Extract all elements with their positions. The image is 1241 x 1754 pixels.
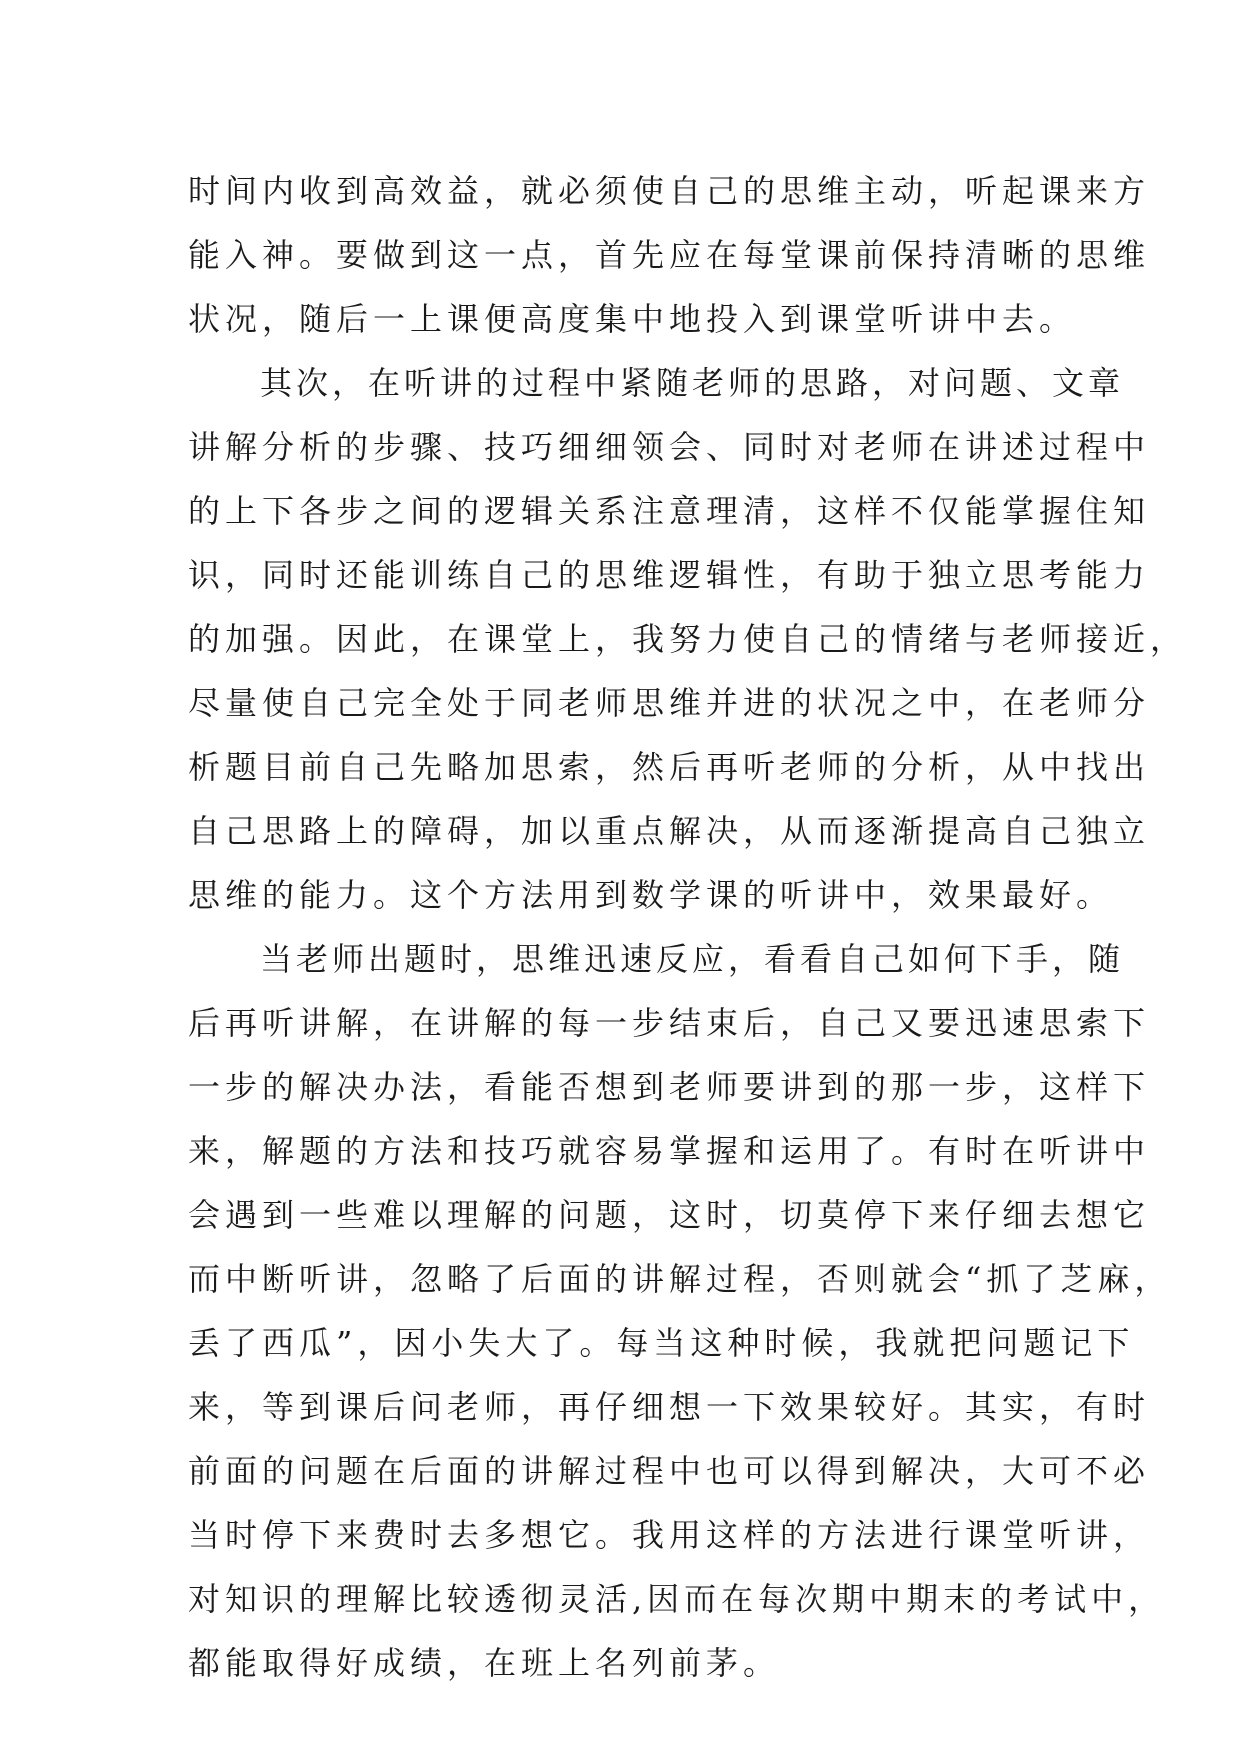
text-line: 来，等到课后问老师，再仔细想一下效果较好。其实，有时	[188, 1388, 1151, 1426]
document-body	[188, 159, 1188, 1695]
text-line: 当老师出题时，思维迅速反应，看看自己如何下手，随	[188, 940, 1125, 978]
text-line: 思维的能力。这个方法用到数学课的听讲中，效果最好。	[188, 876, 1114, 914]
text-line: 的加强。因此，在课堂上，我努力使自己的情绪与老师接近，	[188, 620, 1188, 658]
text-line: 讲解分析的步骤、技巧细细领会、同时对老师在讲述过程中	[188, 428, 1151, 466]
text-line: 都能取得好成绩，在班上名列前茅。	[188, 1644, 781, 1682]
text-line: 能入神。要做到这一点，首先应在每堂课前保持清晰的思维	[188, 236, 1151, 274]
text-line: 识，同时还能训练自己的思维逻辑性，有助于独立思考能力	[188, 556, 1151, 594]
text-line: 状况，随后一上课便高度集中地投入到课堂听讲中去。	[188, 300, 1077, 338]
text-line: 析题目前自己先略加思索，然后再听老师的分析，从中找出	[188, 748, 1151, 786]
text-line: 丢了西瓜”，因小失大了。每当这种时候，我就把问题记下	[188, 1324, 1135, 1362]
text-line: 自己思路上的障碍，加以重点解决，从而逐渐提高自己独立	[188, 812, 1151, 850]
paragraph-2	[188, 351, 1188, 927]
text-line: 尽量使自己完全处于同老师思维并进的状况之中，在老师分	[188, 684, 1151, 722]
paragraph-3	[188, 927, 1172, 1695]
text-line: 而中断听讲，忽略了后面的讲解过程，否则就会“抓了芝麻，	[188, 1260, 1172, 1298]
text-line: 前面的问题在后面的讲解过程中也可以得到解决，大可不必	[188, 1452, 1151, 1490]
text-line: 对知识的理解比较透彻灵活,因而在每次期中期末的考试中，	[188, 1580, 1166, 1618]
paragraph-1	[188, 159, 1151, 351]
text-line: 时间内收到高效益，就必须使自己的思维主动，听起课来方	[188, 172, 1151, 210]
text-line: 的上下各步之间的逻辑关系注意理清，这样不仅能掌握住知	[188, 492, 1151, 530]
text-line: 后再听讲解，在讲解的每一步结束后，自己又要迅速思索下	[188, 1004, 1151, 1042]
text-line: 一步的解决办法，看能否想到老师要讲到的那一步，这样下	[188, 1068, 1151, 1106]
text-line: 当时停下来费时去多想它。我用这样的方法进行课堂听讲，	[188, 1516, 1151, 1554]
text-line: 其次，在听讲的过程中紧随老师的思路，对问题、文章	[188, 364, 1125, 402]
text-line: 会遇到一些难以理解的问题，这时，切莫停下来仔细去想它	[188, 1196, 1151, 1234]
text-line: 来，解题的方法和技巧就容易掌握和运用了。有时在听讲中	[188, 1132, 1151, 1170]
